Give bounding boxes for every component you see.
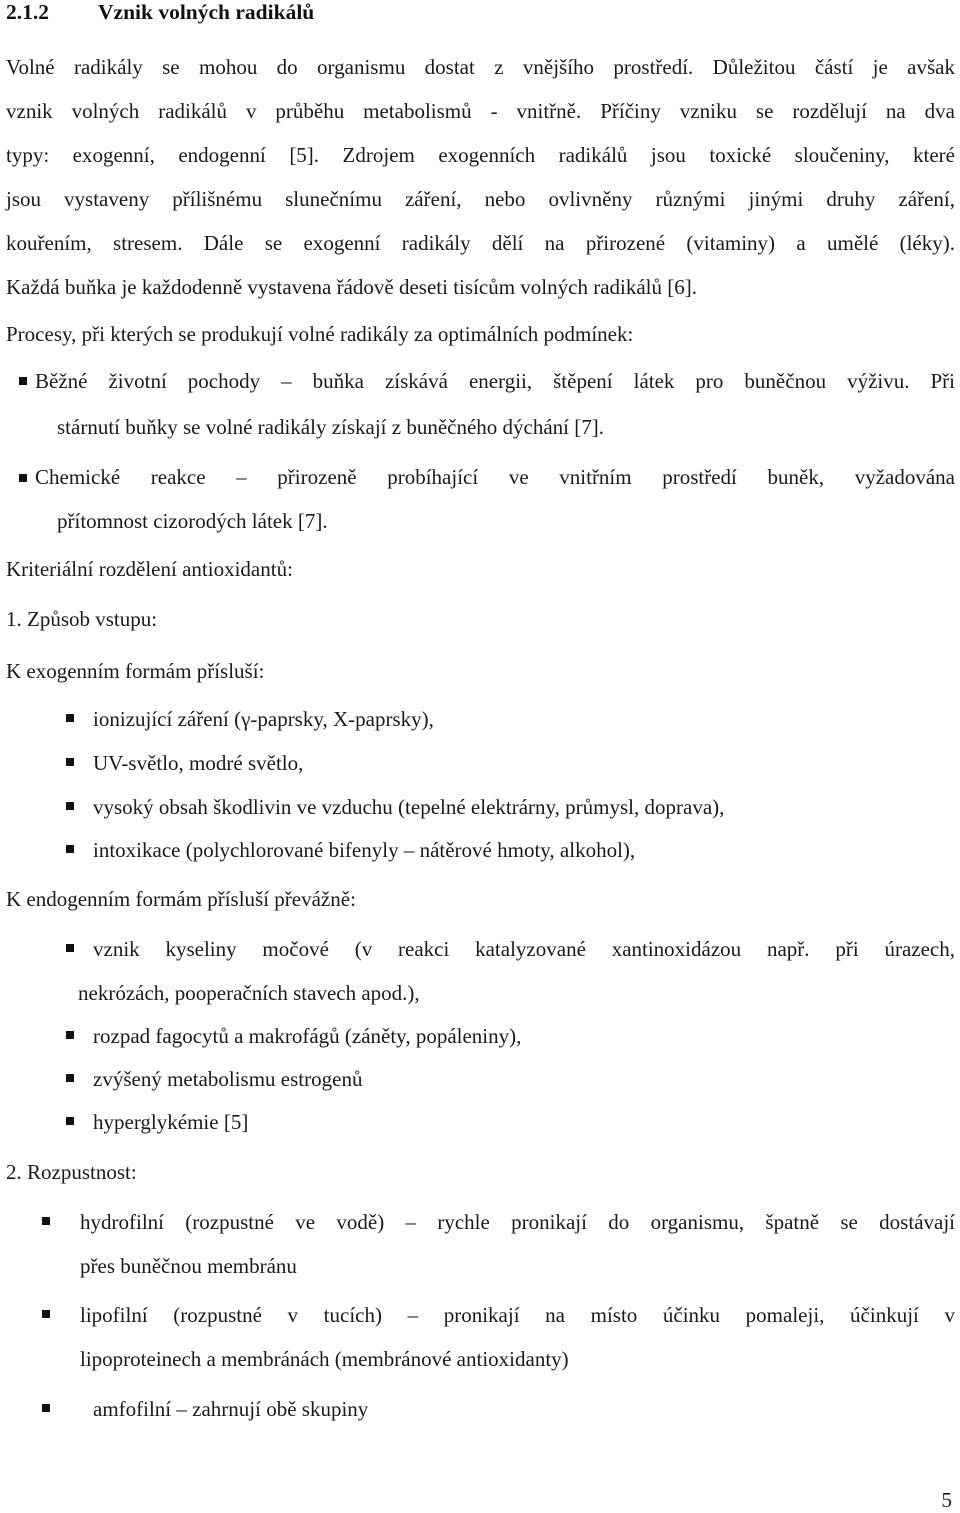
section-heading	[6, 0, 314, 25]
bullet-icon	[19, 377, 27, 385]
para1-line: Každá buňka je každodenně vystavena řádově deseti tisícům volných radikálů [6].	[6, 275, 698, 299]
bullet-icon	[66, 845, 74, 853]
section-number: 2.1.2	[6, 0, 49, 24]
endo-item-line: hyperglykémie [5]	[93, 1110, 249, 1134]
exo-item: intoxikace (polychlorované bifenyly – nátěrové hmoty, alkohol),	[93, 838, 636, 862]
bullet-icon	[66, 1074, 74, 1082]
sol-item-line: lipofilní (rozpustné v tucích) – pronikají na místo účinku pomaleji, účinkují v	[80, 1303, 955, 1327]
bullet-icon	[42, 1310, 50, 1318]
exo-item: UV-světlo, modré světlo,	[93, 751, 304, 775]
processes-intro: Procesy, při kterých se produkují volné radikály za optimálních podmínek:	[6, 322, 634, 346]
section2-title: 2. Rozpustnost:	[6, 1160, 137, 1184]
bullet-icon	[42, 1217, 50, 1225]
exo-title: K exogenním formám přísluší:	[6, 659, 265, 683]
para1-line: typy: exogenní, endogenní [5]. Zdrojem exogenních radikálů jsou toxické sloučeniny, které	[6, 143, 955, 167]
process-item-line: stárnutí buňky se volné radikály získají z buněčného dýchání [7].	[57, 415, 605, 439]
para1-line: kouřením, stresem. Dále se exogenní radikály dělí na přirozené (vitaminy) a umělé (léky).	[6, 231, 955, 255]
sol-item-line: přes buněčnou membránu	[80, 1254, 297, 1278]
exo-item: ionizující záření (γ-paprsky, X-paprsky),	[93, 707, 434, 731]
exo-item: vysoký obsah škodlivin ve vzduchu (tepelné elektrárny, průmysl, doprava),	[93, 795, 725, 819]
criteria-title: Kriteriální rozdělení antioxidantů:	[6, 557, 293, 581]
sol-item-line: lipoproteinech a membránách (membránové antioxidanty)	[80, 1347, 569, 1371]
bullet-icon	[66, 802, 74, 810]
bullet-icon	[66, 1031, 74, 1039]
para1-line: vznik volných radikálů v průběhu metabolismů - vnitřně. Příčiny vzniku se rozdělují na dva	[6, 99, 955, 123]
section-title: Vznik volných radikálů	[98, 0, 315, 24]
section1-title: 1. Způsob vstupu:	[6, 607, 158, 631]
bullet-icon	[42, 1404, 50, 1412]
bullet-icon	[19, 474, 27, 482]
process-item-line: přítomnost cizorodých látek [7].	[57, 509, 328, 533]
bullet-icon	[66, 714, 74, 722]
endo-item-line: zvýšený metabolismu estrogenů	[93, 1067, 363, 1091]
endo-title: K endogenním formám přísluší převážně:	[6, 887, 356, 911]
page-number: 5	[941, 1488, 952, 1512]
endo-item-line: vznik kyseliny močové (v reakci katalyzované xantinoxidázou např. při úrazech,	[93, 937, 955, 961]
process-item-line: Běžné životní pochody – buňka získává energii, štěpení látek pro buněčnou výživu. Při	[35, 369, 955, 393]
sol-item-line: hydrofilní (rozpustné ve vodě) – rychle pronikají do organismu, špatně se dostávají	[80, 1210, 955, 1234]
bullet-icon	[66, 1117, 74, 1125]
para1-line: Volné radikály se mohou do organismu dostat z vnějšího prostředí. Důležitou částí je avšak	[6, 55, 955, 79]
process-item-line: Chemické reakce – přirozeně probíhající ve vnitřním prostředí buněk, vyžadována	[35, 465, 955, 489]
bullet-icon	[66, 758, 74, 766]
endo-item-line: nekrózách, pooperačních stavech apod.),	[78, 981, 420, 1005]
bullet-icon	[66, 944, 74, 952]
para1-line: jsou vystaveny přílišnému slunečnímu záření, nebo ovlivněny různými jinými druhy záření,	[6, 187, 955, 211]
sol-item-line: amfofilní – zahrnují obě skupiny	[93, 1397, 369, 1421]
endo-item-line: rozpad fagocytů a makrofágů (záněty, popáleniny),	[93, 1024, 522, 1048]
